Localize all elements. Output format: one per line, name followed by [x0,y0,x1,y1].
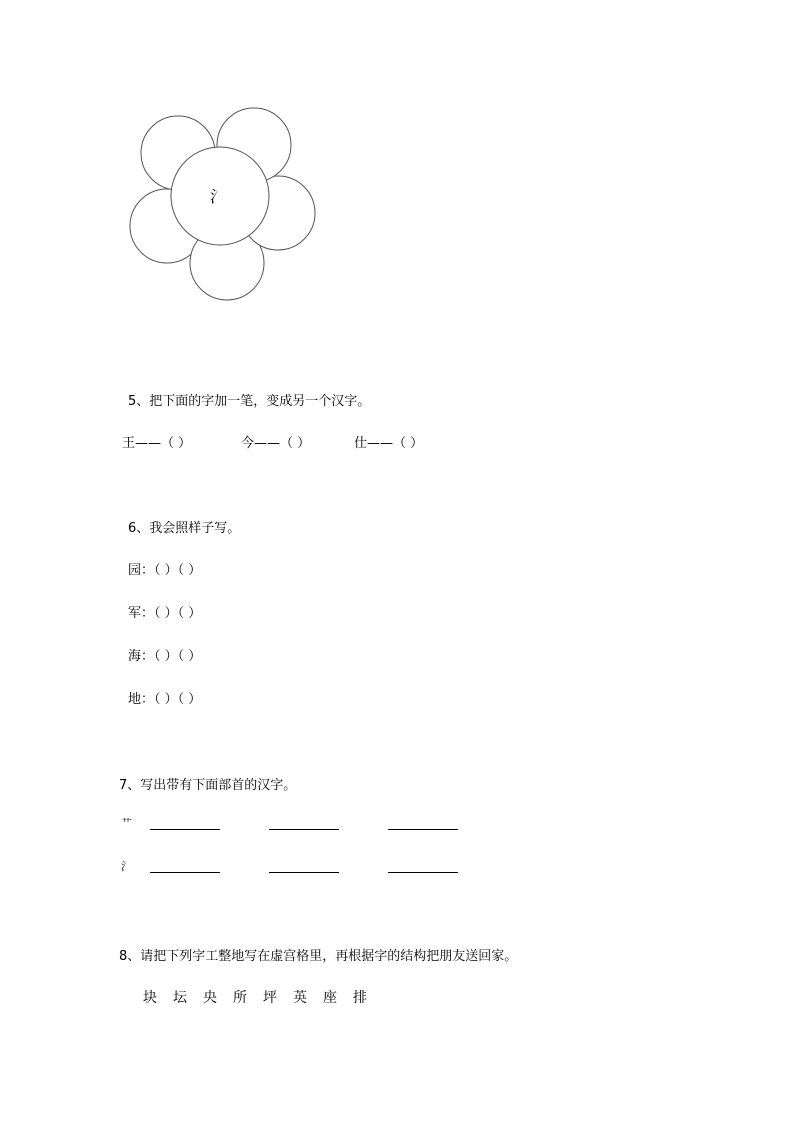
q7-blank-2-2 [269,872,339,873]
q8-char: 坛 [173,990,187,1006]
q8-char: 所 [233,990,247,1006]
q8-char-list [143,987,383,1007]
q6-row-3: 海：（ ）（ ） [128,649,202,664]
q7-blank-1-1 [150,829,220,830]
q7-blank-2-1 [150,872,220,873]
flower-diagram [0,0,794,320]
q6-row-1: 园：（ ）（ ） [128,563,202,578]
q7-blank-2-3 [388,872,458,873]
q7-radical-1: 艹 [121,817,132,830]
q7-blank-1-3 [388,829,458,830]
q7-radical-2: 氵 [121,860,132,873]
q6-title: 6、我会照样子写。 [128,521,241,536]
flower-center-character: 氵 [209,187,226,206]
q7-title: 7、写出带有下面部首的汉字。 [119,778,297,793]
q8-char: 排 [353,990,367,1006]
q8-char: 块 [143,990,157,1006]
q6-row-2: 军：（ ）（ ） [128,606,202,621]
q6-row-4: 地：（ ）（ ） [128,692,202,707]
q8-char: 英 [293,990,307,1006]
q5-title: 5、把下面的字加一笔，变成另一个汉字。 [128,394,371,409]
q7-blank-1-2 [269,829,339,830]
q8-char: 座 [323,990,337,1006]
q5-item-1: 王——（ ） [122,436,192,451]
q8-char: 央 [203,990,217,1006]
q8-char: 坪 [263,990,277,1006]
q8-title: 8、请把下列字工整地写在虚宫格里，再根据字的结构把朋友送回家。 [119,949,518,964]
q5-item-3: 仕——（ ） [354,436,424,451]
q5-item-2: 今——（ ） [241,436,311,451]
